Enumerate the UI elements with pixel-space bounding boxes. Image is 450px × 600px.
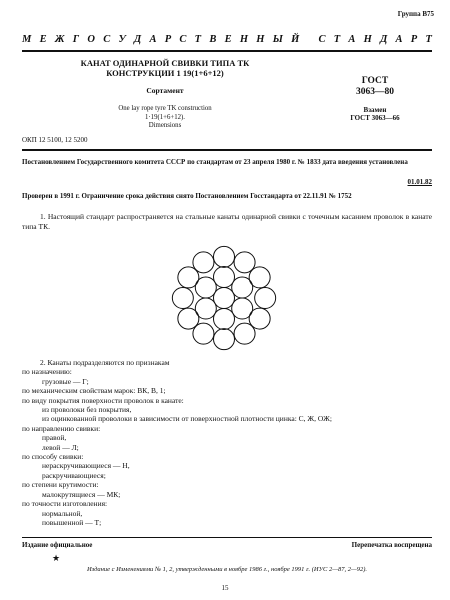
- official-edition: Издание официальное: [22, 541, 93, 549]
- wire-outer: [255, 288, 276, 309]
- paragraph-2: [22, 358, 432, 527]
- banner-letter: Н: [363, 34, 372, 45]
- banner-letter: Т: [425, 34, 432, 45]
- p2-method-label: по способу свивки:: [22, 452, 84, 462]
- decree-text: Постановлением Государственного комитета СССР по стандартам от 23 апреля 1980 г. № 1833 дата введения установлена: [22, 158, 408, 166]
- banner-letter: Ы: [272, 34, 283, 45]
- p2-purpose-label: по назначению:: [22, 367, 72, 377]
- banner-letter: Д: [380, 34, 388, 45]
- banner-letter: М: [22, 34, 32, 45]
- p2-intro: 2. Канаты подразделяются по признакам: [40, 358, 170, 367]
- gost-block: [330, 76, 420, 122]
- wire-outer: [193, 252, 214, 273]
- banner-letter: Е: [39, 34, 47, 45]
- replaces-label: Взамен: [363, 106, 387, 114]
- banner-letter: [308, 34, 311, 45]
- edition-note: Издание с Изменениями № 1, 2, утвержденными в ноябре 1986 г., ноябре 1991 г. (ИУС 2—87, 2—92).: [86, 566, 368, 573]
- wire-center: [214, 288, 235, 309]
- checked-note: Проверен в 1991 г. Ограничение срока действия снято Постановлением Госстандарта от 22.11.91 № 1752: [22, 192, 352, 200]
- okp-codes: ОКП 12 5100, 12 5200: [22, 136, 88, 144]
- group-code: Группа В75: [397, 10, 434, 18]
- banner-letter: Н: [256, 34, 265, 45]
- banner-letter: У: [118, 34, 126, 45]
- banner-letter: Н: [239, 34, 249, 45]
- p2-purpose-value: грузовые — Г;: [42, 376, 89, 386]
- banner-letter: В: [209, 34, 217, 45]
- wire-outer: [249, 267, 270, 288]
- banner-letter: Т: [333, 34, 341, 45]
- banner-letter: Е: [224, 34, 232, 45]
- banner-letter: С: [103, 34, 111, 45]
- banner-letter: Ж: [54, 34, 65, 45]
- page-number: 15: [221, 584, 229, 592]
- banner-letter: Т: [194, 34, 202, 45]
- subtitle: Сортамент: [146, 86, 184, 95]
- english-title: [60, 105, 270, 131]
- title-line-1: КАНАТ ОДИНАРНОЙ СВИВКИ ТИПА ТК: [80, 58, 250, 68]
- p2-mech-label: по механическим свойствам марок: ВК, В, 1;: [22, 386, 166, 396]
- banner-letter: Г: [72, 34, 80, 45]
- okp-rule: [22, 149, 432, 151]
- p2-direction-label: по направлению свивки:: [22, 423, 101, 433]
- wire-inner: [214, 267, 235, 288]
- wire-outer: [178, 308, 199, 329]
- banner-letter: Р: [164, 34, 172, 45]
- gost-number: 3063—80: [356, 87, 394, 97]
- p2-direction-v1: правой,: [42, 433, 67, 443]
- standard-banner: [22, 34, 432, 45]
- p2-precision-v2: повышенной — Т;: [42, 517, 102, 527]
- banner-letter: Р: [410, 34, 418, 45]
- banner-rule: [22, 50, 432, 52]
- banner-letter: С: [179, 34, 187, 45]
- banner-letter: А: [149, 34, 157, 45]
- footer-rule: [22, 537, 432, 538]
- paragraph-1: 1. Настоящий стандарт распространяется на стальные канаты одинарной свивки с точечным касанием проволок в канате типа ТК.: [22, 212, 432, 231]
- wire-outer: [214, 246, 235, 267]
- reprint-notice: Перепечатка воспрещена: [351, 541, 432, 549]
- p2-method-v1: нераскручивающиеся — Н,: [42, 461, 130, 471]
- title-line-2: КОНСТРУКЦИИ 1 19(1+6+12): [106, 68, 224, 78]
- star-icon: ★: [52, 553, 61, 563]
- banner-letter: О: [87, 34, 95, 45]
- p2-precision-v1: нормальной,: [42, 508, 83, 518]
- p2-precision-label: по точности изготовления:: [22, 499, 108, 509]
- replaces-value: ГОСТ 3063—66: [350, 114, 400, 122]
- p2-twist-v1: малокрутящиеся — МК;: [42, 489, 121, 499]
- banner-letter: С: [318, 34, 326, 45]
- english-title-line-3: Dimensions: [148, 122, 182, 129]
- banner-letter: А: [395, 34, 403, 45]
- banner-letter: Й: [291, 34, 300, 45]
- p2-method-v2: раскручивающиеся;: [42, 470, 106, 480]
- wire-outer: [214, 329, 235, 350]
- p2-coating-v2: из оцинкованной проволоки в зависимости от поверхностной плотности цинка: С, Ж, ОЖ;: [42, 414, 332, 424]
- effective-date: 01.01.82: [407, 178, 432, 186]
- p2-coating-v1: из проволоки без покрытия,: [42, 405, 132, 415]
- p2-direction-v2: левой — Л;: [42, 442, 79, 452]
- title-block: [60, 58, 270, 131]
- english-title-line-2: 1·19(1+6+12).: [145, 113, 185, 121]
- wire-outer: [234, 323, 255, 344]
- banner-letter: Д: [134, 34, 142, 45]
- rope-cross-section-diagram: [170, 244, 278, 352]
- wire-outer: [172, 288, 193, 309]
- p2-coating-label: по виду покрытия поверхности проволок в канате:: [22, 395, 184, 405]
- p2-twist-label: по степени крутимости:: [22, 480, 99, 490]
- wire-inner: [214, 309, 235, 330]
- english-title-line-1: One lay rope tyre TK construction: [118, 105, 212, 112]
- gost-label: ГОСТ: [361, 76, 389, 86]
- banner-letter: А: [348, 34, 356, 45]
